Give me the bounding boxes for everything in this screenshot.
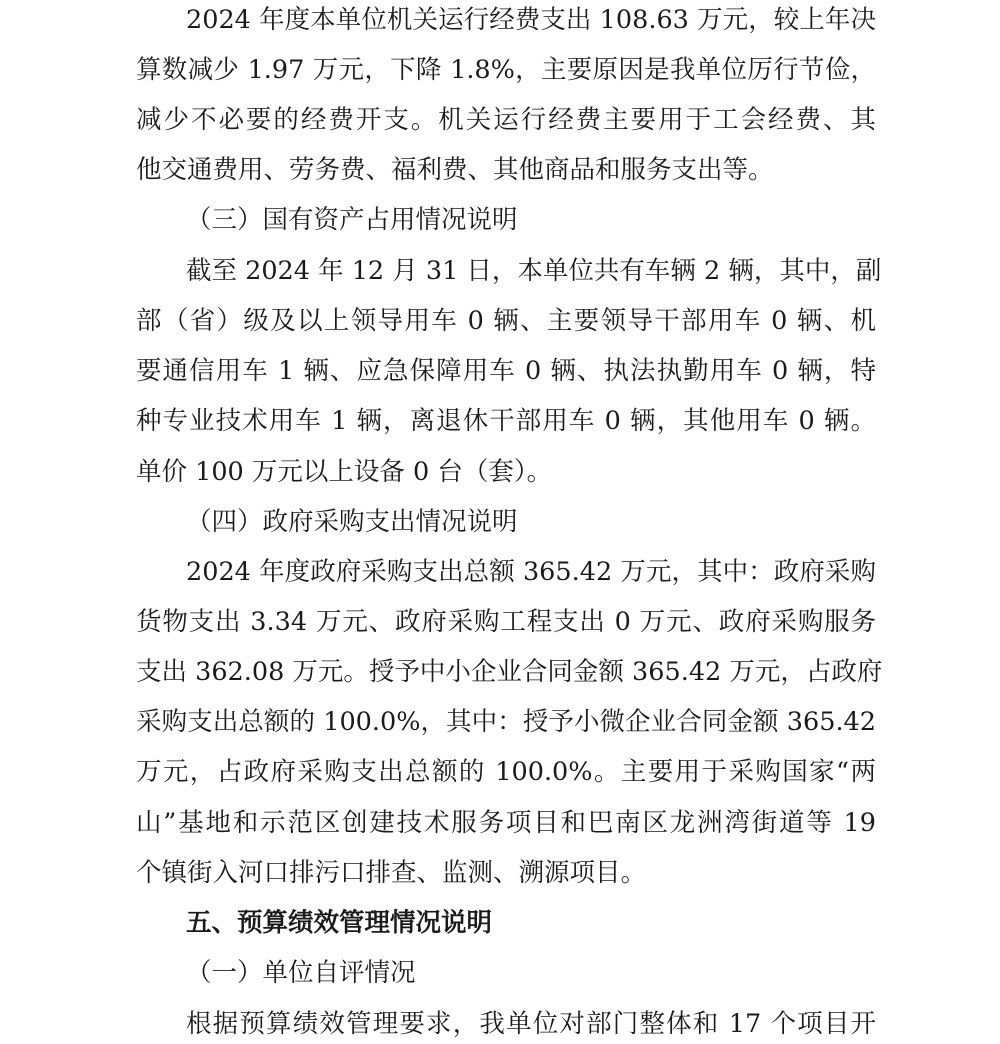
paragraph-line: 要通信用车 1 辆、应急保障用车 0 辆、执法执勤用车 0 辆，特 (136, 356, 876, 386)
paragraph-line: 单价 100 万元以上设备 0 台（套）。 (136, 457, 553, 487)
paragraph-line: 算数减少 1.97 万元，下降 1.8%，主要原因是我单位厉行节俭， (136, 55, 876, 85)
paragraph-line: 山”基地和示范区创建技术服务项目和巴南区龙洲湾街道等 19 (136, 808, 876, 838)
section-heading: （一）单位自评情况 (186, 958, 416, 988)
chapter-heading: 五、预算绩效管理情况说明 (186, 908, 493, 938)
paragraph-line: 个镇街入河口排污口排查、监测、溯源项目。 (136, 858, 647, 888)
paragraph-line: 采购支出总额的 100.0%，其中：授予小微企业合同金额 365.42 (136, 707, 876, 737)
paragraph-line: 万元，占政府采购支出总额的 100.0%。主要用于采购国家“两 (136, 757, 876, 787)
paragraph-line: 根据预算绩效管理要求，我单位对部门整体和 17 个项目开 (186, 1009, 876, 1039)
paragraph-line: 他交通费用、劳务费、福利费、其他商品和服务支出等。 (136, 155, 774, 185)
paragraph-line: 截至 2024 年 12 月 31 日，本单位共有车辆 2 辆，其中，副 (186, 256, 882, 286)
section-heading: （三）国有资产占用情况说明 (186, 205, 518, 235)
paragraph-line: 货物支出 3.34 万元、政府采购工程支出 0 万元、政府采购服务 (136, 607, 876, 637)
section-heading: （四）政府采购支出情况说明 (186, 507, 518, 537)
paragraph-line: 种专业技术用车 1 辆，离退休干部用车 0 辆，其他用车 0 辆。 (136, 406, 876, 436)
paragraph-line: 支出 362.08 万元。授予中小企业合同金额 365.42 万元，占政府 (136, 657, 883, 687)
paragraph-line: 2024 年度政府采购支出总额 365.42 万元，其中：政府采购 (186, 557, 876, 587)
paragraph-line: 部（省）级及以上领导用车 0 辆、主要领导干部用车 0 辆、机 (136, 306, 876, 336)
paragraph-line: 减少不必要的经费开支。机关运行经费主要用于工会经费、其 (136, 105, 876, 135)
paragraph-line: 2024 年度本单位机关运行经费支出 108.63 万元，较上年决 (186, 5, 876, 35)
